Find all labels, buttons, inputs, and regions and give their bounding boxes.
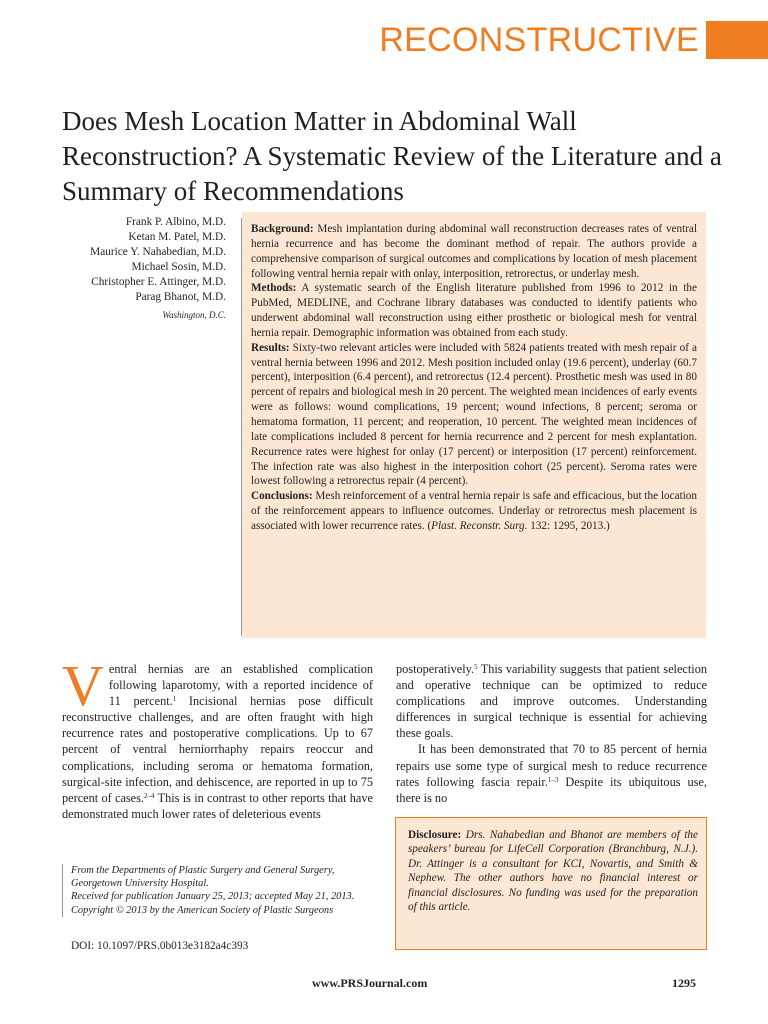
- disclosure-text: Drs. Nahabedian and Bhanot are members of the speakers’ bureau for LifeCell Corporation (Branchburg, N.J.). Dr. Attinger is a consultant for KCI, Novartis, and Smith & Nephew. The other authors have no financial interest or financial disclosures. No funding was used for the preparation of this article.: [408, 829, 698, 914]
- body-paragraph: It has been demonstrated that 70 to 85 percent of hernia repairs use some type of surgical mesh to reduce recurrence rates following fascia repair.$^{1-3}$ Despite its ubiquitous use, there is no: [396, 742, 707, 805]
- reference: 1–3: [547, 775, 559, 784]
- abstract-results: Results: Sixty-two relevant articles were included with 5824 patients treated with mesh repair of a ventral hernia between 1996 and 2012. Mesh position included onlay (19.6 percent), underlay (60.7 percent), interposition (6.4 percent), and retrorectus (12.4 percent). Prosthetic mesh was used in 80 percent of repairs and biological mesh in 20 percent. The weighted mean incidences of early events were as follows: wound complications, 19 percent; wound infections, 8 percent; seroma or hematoma formation, 11 percent; and reoperation, 10 percent. The weighted mean incidences of late complications included 8 percent for hernia recurrence and 2 percent for mesh explantation. Recurrence rates were highest for onlay (17 percent) or interposition (17 percent) reinforcement. The infection rate was also highest in the interposition cohort (25 percent). Seroma rates were lowest following a retrorectus repair (4 percent).: [251, 341, 697, 488]
- abstract-label: Methods:: [251, 282, 297, 295]
- author: Frank P. Albino, M.D.: [125, 216, 226, 228]
- body-column-right: [396, 661, 707, 806]
- abstract-box: [242, 212, 706, 638]
- drop-cap: V: [62, 653, 104, 718]
- disclosure-box: [395, 817, 707, 950]
- abstract-label: Results:: [251, 341, 290, 354]
- section-color-block: [706, 21, 768, 59]
- author: Ketan M. Patel, M.D.: [128, 230, 226, 243]
- page-number: 1295: [672, 976, 696, 990]
- article-footnote: [62, 864, 373, 917]
- body-paragraph: Ventral hernias are an established complication following laparotomy, with a reported incidence of 11 percent.$^1$ Incisional hernias pose difficult reconstructive challenges, and are often fraught with high recurrence rates and postoperative complications. Up to 67 percent of ventral herniorrhaphy repairs reoccur and complications, including seroma or hematoma formation, surgical-site infection, and dehiscence, are reported in up to 75 percent of cases.$^{2-4}$ This is in contrast to other reports that have demonstrated much lower rates of deleterious events: [62, 653, 373, 821]
- disclosure-label: Disclosure:: [408, 829, 462, 841]
- abstract-methods: Methods: A systematic search of the English literature published from 1996 to 2012 in the PubMed, MEDLINE, and Cochrane library databases was conducted to identify patients who underwent abdominal wall reconstruction using either prosthetic or biological mesh for ventral hernia repair. Demographic information was obtained from each study.: [251, 282, 697, 339]
- abstract-label: Conclusions:: [251, 490, 313, 503]
- section-label: RECONSTRUCTIVE: [379, 21, 699, 59]
- citation-journal: Plast. Reconstr. Surg.: [431, 519, 528, 532]
- reference: 1: [172, 695, 177, 704]
- author: Michael Sosin, M.D.: [131, 260, 226, 273]
- received-dates: Received for publication January 25, 2013; accepted May 21, 2013.: [71, 891, 355, 903]
- journal-url[interactable]: www.PRSJournal.com: [312, 976, 428, 990]
- affiliation: From the Departments of Plastic Surgery and General Surgery, Georgetown University Hospital.: [71, 865, 335, 890]
- abstract-label: Background:: [251, 223, 314, 235]
- reference: 2–4: [144, 791, 155, 800]
- author: Parag Bhanot, M.D.: [135, 290, 226, 303]
- article-title: Does Mesh Location Matter in Abdominal Wall Reconstruction? A Systematic Review of the Literature and a Summary of Recommendations: [62, 106, 722, 206]
- section-header: [379, 20, 768, 60]
- body-column-left: [62, 653, 373, 822]
- reference: 5: [474, 663, 478, 671]
- copyright: Copyright © 2013 by the American Society of Plastic Surgeons: [71, 904, 334, 916]
- body-paragraph: postoperatively.$^5$ This variability suggests that patient selection and operative technique can be optimized to reduce complications and improve outcomes. Understanding differences in surgical technique is essential for achieving these goals.: [396, 662, 707, 741]
- author: Maurice Y. Nahabedian, M.D.: [90, 245, 226, 258]
- author-location: Washington, D.C.: [162, 310, 226, 321]
- doi[interactable]: DOI: 10.1097/PRS.0b013e3182a4c393: [71, 940, 249, 952]
- abstract-background: Background: Mesh implantation during abdominal wall reconstruction decreases rates of ventral hernia recurrence and has become the dominant method of repair. The authors provide a comprehensive comparison of surgical outcomes and complications by location of mesh placement following ventral hernia repair with onlay, interposition, retrorectus, or underlay mesh.: [251, 223, 697, 280]
- author: Christopher E. Attinger, M.D.: [91, 275, 226, 288]
- author-list: [40, 215, 226, 323]
- abstract-conclusions: Conclusions: Mesh reinforcement of a ventral hernia repair is safe and efficacious, but the location of the reinforcement appears to influence outcomes. Underlay or retrorectus mesh placement is associated with lower recurrence rates. (Plast. Reconstr. Surg. 132: 1295, 2013.): [251, 490, 697, 532]
